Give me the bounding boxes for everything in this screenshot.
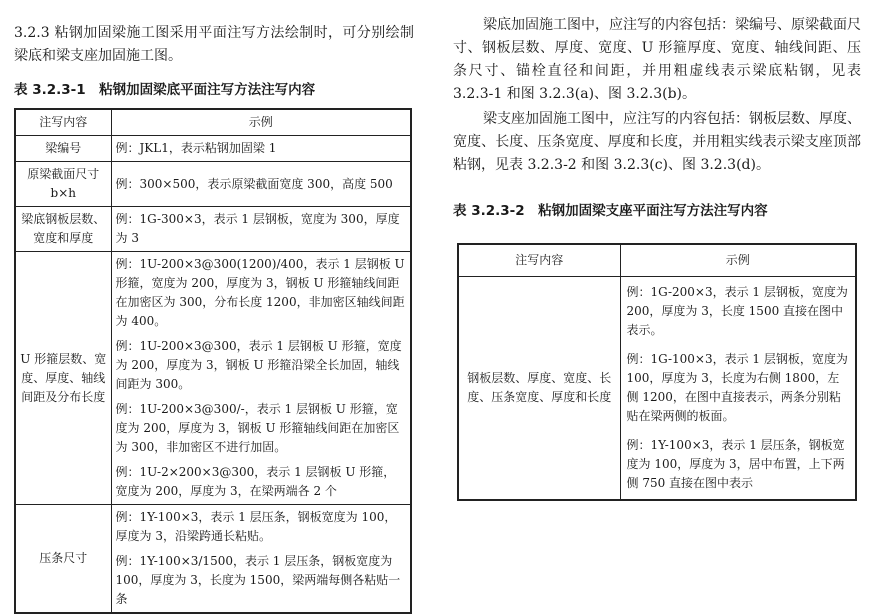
intro-paragraph: 3.2.3 粘钢加固梁施工图采用平面注写方法绘制时，可分别绘制梁底和梁支座加固施工图。 bbox=[14, 25, 414, 64]
row-examples bbox=[111, 505, 411, 614]
row-example: 例：1G-300×3，表示 1 层钢板，宽度为 300，厚度为 3 bbox=[111, 207, 411, 252]
example-item: 例：1Y-100×3/1500，表示 1 层压条，钢板宽度为 100，厚度为 3，长度为 1500，梁两端每侧各粘贴一条 bbox=[115, 554, 401, 606]
table-row bbox=[458, 277, 856, 501]
paragraph-beam-support: 梁支座加固施工图中，应注写的内容包括：钢板层数、厚度、宽度、长度、压条宽度、厚度和长度，并用粗实线表示梁支座顶部粘钢，见表 3.2.3-2 和图 3.2.3(c)、图 3.2.3(d)。 bbox=[453, 111, 861, 173]
table-row bbox=[15, 136, 411, 162]
example-item: 例：1Y-100×3，表示 1 层压条，钢板宽度为 100，厚度为 3，沿梁跨通长粘贴。 bbox=[115, 510, 397, 543]
example-item: 例：1Y-100×3，表示 1 层压条，钢板宽度为 100，厚度为 3，居中布置，上下两侧 750 直接在图中表示 bbox=[626, 438, 845, 490]
row-examples bbox=[620, 277, 856, 501]
table-row bbox=[15, 162, 411, 207]
table-row bbox=[15, 207, 411, 252]
example-item: 例：1U-200×3@300/-，表示 1 层钢板 U 形箍，宽度为 200，厚度为 3，钢板 U 形箍轴线间距在加密区为 300，非加密区不进行加固。 bbox=[115, 402, 400, 454]
row-label: 梁底钢板层数、宽度和厚度 bbox=[15, 207, 111, 252]
paragraph-beam-bottom: 梁底加固施工图中，应注写的内容包括：梁编号、原梁截面尺寸、钢板层数、厚度、宽度、U 形箍厚度、宽度、轴线间距、压条尺寸、锚栓直径和间距，并用粗虚线表示梁底粘钢，见表 3.2.3-1 和图 3.2.3(a)、图 3.2.3(b)。 bbox=[453, 17, 861, 102]
example-item: 例：1G-200×3，表示 1 层钢板，宽度为 200，厚度为 3，长度 1500 直接在图中表示。 bbox=[626, 285, 848, 337]
header-example: 示例 bbox=[620, 244, 856, 277]
row-example: 例：300×500，表示原梁截面宽度 300，高度 500 bbox=[111, 162, 411, 207]
header-example: 示例 bbox=[111, 109, 411, 136]
example-item: 例：1U-2×200×3@300，表示 1 层钢板 U 形箍，宽度为 200，厚度为 3，在梁两端各 2 个 bbox=[115, 465, 396, 498]
left-column bbox=[14, 0, 414, 98]
table-header-row bbox=[458, 244, 856, 277]
example-item: 例：1U-200×3@300，表示 1 层钢板 U 形箍，宽度为 200，厚度为 3，钢板 U 形箍沿梁全长加固，轴线间距为 300。 bbox=[115, 339, 402, 391]
table-header-row bbox=[15, 109, 411, 136]
header-content: 注写内容 bbox=[458, 244, 620, 277]
example-item: 例：1U-200×3@300(1200)/400，表示 1 层钢板 U 形箍，宽度为 200，厚度为 3，钢板 U 形箍轴线间距在加密区为 300，分布长度 1200，非加密区轴线间距为 400。 bbox=[115, 257, 405, 328]
row-label: 原梁截面尺寸 b×h bbox=[15, 162, 111, 207]
example-item: 例：1G-100×3，表示 1 层钢板，宽度为 100，厚度为 3，长度为右侧 1800，左侧 1200，在图中直接表示，两条分别粘贴在梁两侧的板面。 bbox=[626, 352, 848, 423]
row-label: 梁编号 bbox=[15, 136, 111, 162]
row-examples bbox=[111, 252, 411, 505]
row-label: 压条尺寸 bbox=[15, 505, 111, 614]
row-label: 钢板层数、厚度、宽度、长度、压条宽度、厚度和长度 bbox=[458, 277, 620, 501]
row-label: U 形箍层数、宽度、厚度、轴线间距及分布长度 bbox=[15, 252, 111, 505]
table-row bbox=[15, 505, 411, 614]
table-3-2-3-1 bbox=[14, 108, 412, 614]
table-3-2-3-2 bbox=[457, 243, 857, 501]
table-caption-1: 表 3.2.3-1 粘钢加固梁底平面注写方法注写内容 bbox=[14, 82, 316, 98]
row-example: 例：JKL1，表示粘钢加固梁 1 bbox=[111, 136, 411, 162]
right-column bbox=[453, 0, 861, 219]
header-content: 注写内容 bbox=[15, 109, 111, 136]
table-row bbox=[15, 252, 411, 505]
table-caption-2: 表 3.2.3-2 粘钢加固梁支座平面注写方法注写内容 bbox=[453, 203, 768, 219]
